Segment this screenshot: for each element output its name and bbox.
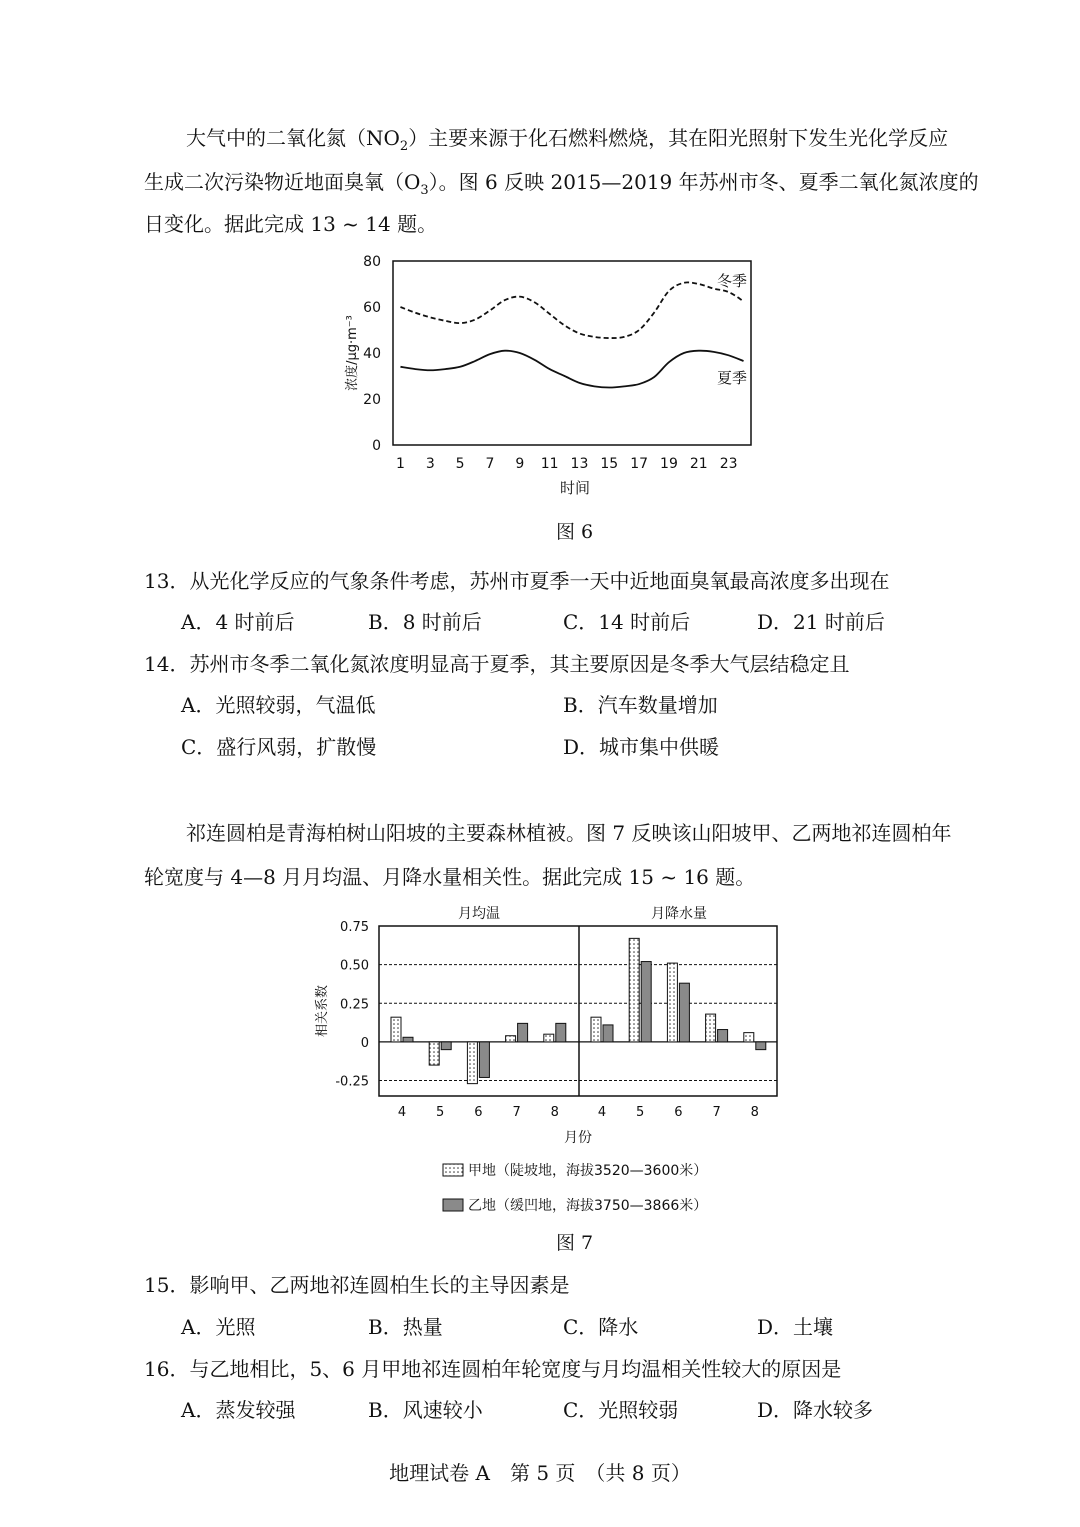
passage1-line3: 日变化。据此完成 13 ~ 14 题。 — [144, 212, 438, 236]
q15-option-b: B．热量 — [368, 1315, 443, 1339]
legend-yi-swatch — [443, 1199, 463, 1211]
page-footer: 地理试卷 A 第 5 页 （共 8 页） — [389, 1461, 691, 1485]
fig6-xtick-label: 7 — [485, 456, 495, 472]
question-15-stem: 15．影响甲、乙两地祁连圆柏生长的主导因素是 — [144, 1273, 570, 1297]
fig6-ytick-label: 40 — [363, 346, 381, 362]
q14-option-d: D．城市集中供暖 — [563, 735, 720, 759]
fig7-bar-yi — [603, 1025, 613, 1042]
passage1-line1: 大气中的二氧化氮$(NO_2)$主要来源于化石燃料燃烧，其在阳光照射下发生光化学反应 — [186, 126, 949, 154]
q14-option-a: A．光照较弱，气温低 — [181, 693, 376, 717]
q13-option-c: C．14 时前后 — [563, 610, 691, 634]
question-13-stem: 13．从光化学反应的气象条件考虑，苏州市夏季一天中近地面臭氧最高浓度多出现在 — [144, 569, 890, 593]
fig7-bar-jia — [667, 963, 677, 1042]
figure-7-caption: 图 7 — [556, 1232, 594, 1254]
q13-option-a: A．4 时前后 — [181, 610, 295, 634]
fig6-ylabel: 浓度/μg·m⁻³ — [345, 315, 360, 391]
fig7-panel-title-precipitation: 月降水量 — [651, 906, 707, 922]
fig7-xtick-label: 5 — [436, 1105, 445, 1120]
fig6-xtick-label: 9 — [515, 456, 525, 472]
question-16-stem: 16．与乙地相比，5、6 月甲地祁连圆柏年轮宽度与月均温相关性较大的原因是 — [144, 1357, 842, 1381]
passage2-line1: 祁连圆柏是青海柏树山阳坡的主要森林植被。图 7 反映该山阳坡甲、乙两地祁连圆柏年 — [186, 821, 952, 845]
fig7-bar-yi — [756, 1042, 766, 1050]
fig7-panel-title-temperature: 月均温 — [458, 906, 500, 922]
fig7-ytick-label: 0.25 — [340, 997, 369, 1013]
fig6-xtick-label: 3 — [425, 456, 435, 472]
fig7-bar-yi — [641, 962, 651, 1042]
fig6-xtick-label: 15 — [600, 456, 619, 472]
fig7-ytick-label: 0.75 — [340, 920, 369, 935]
fig6-xtick-label: 23 — [719, 456, 738, 472]
q13-option-d: D．21 时前后 — [757, 610, 885, 634]
fig7-bar-jia — [544, 1034, 554, 1042]
legend-jia-label: 甲地（陡坡地，海拔3520—3600米） — [468, 1163, 708, 1179]
q16-option-a: A．蒸发较强 — [181, 1398, 296, 1422]
fig7-xtick-label: 7 — [512, 1105, 521, 1120]
q15-option-c: C．降水 — [563, 1315, 639, 1339]
fig7-bar-yi — [679, 983, 689, 1042]
legend-jia-swatch — [443, 1164, 463, 1176]
fig7-xtick-label: 6 — [474, 1105, 483, 1120]
fig7-bar-jia — [429, 1042, 439, 1065]
q16-option-d: D．降水较多 — [757, 1398, 874, 1422]
fig7-bar-yi — [556, 1023, 566, 1042]
fig7-bar-jia — [467, 1042, 477, 1084]
fig6-xtick-label: 13 — [570, 456, 589, 472]
q13-option-b: B．8 时前后 — [368, 610, 482, 634]
fig7-bar-yi — [403, 1037, 413, 1042]
q14-option-c: C．盛行风弱，扩散慢 — [181, 735, 377, 759]
fig6-xtick-label: 5 — [455, 456, 465, 472]
fig7-bar-yi — [718, 1030, 728, 1042]
fig6-xtick-label: 17 — [630, 456, 649, 472]
fig7-ytick-label: 0 — [360, 1035, 369, 1051]
fig7-xtick-label: 8 — [750, 1105, 759, 1120]
fig6-xlabel: 时间 — [559, 479, 591, 497]
passage1-line2: 生成二次污染物近地面臭氧$(O_3)$。图 6 反映 2015—2019 年苏州市冬、夏季二氧化氮浓度的 — [144, 170, 979, 198]
q14-option-b: B．汽车数量增加 — [563, 693, 718, 717]
fig7-ylabel: 相关系数 — [315, 984, 330, 1038]
figure-6-caption: 图 6 — [556, 521, 594, 543]
fig7-plot-frame — [379, 926, 777, 1096]
fig7-bar-yi — [518, 1023, 528, 1042]
fig6-xtick-label: 1 — [395, 456, 405, 472]
fig7-xtick-label: 4 — [597, 1105, 607, 1120]
fig6-xtick-label: 21 — [689, 456, 708, 472]
q15-option-a: A．光照 — [181, 1315, 256, 1339]
fig7-bar-yi — [441, 1042, 451, 1050]
fig7-ytick-label: -0.25 — [335, 1074, 369, 1090]
fig7-ytick-label: 0.50 — [340, 958, 369, 974]
fig6-plot-frame — [393, 261, 751, 445]
fig6-series-winter-line — [400, 282, 743, 338]
fig7-xtick-label: 7 — [712, 1105, 721, 1120]
fig6-xtick-label: 19 — [660, 456, 678, 472]
legend-yi-label: 乙地（缓凹地，海拔3750—3866米） — [468, 1198, 708, 1214]
fig6-ytick-label: 20 — [363, 392, 381, 408]
q16-option-b: B．风速较小 — [368, 1398, 483, 1422]
fig7-bar-jia — [391, 1017, 401, 1042]
q16-option-c: C．光照较弱 — [563, 1398, 679, 1422]
fig7-bar-jia — [744, 1033, 754, 1042]
figure-7-bar-chart — [300, 898, 800, 1223]
fig7-xlabel: 月份 — [564, 1130, 592, 1146]
passage2-line2: 轮宽度与 4—8 月月均温、月降水量相关性。据此完成 15 ~ 16 题。 — [144, 865, 756, 889]
fig7-bar-jia — [706, 1014, 716, 1042]
question-14-stem: 14．苏州市冬季二氧化氮浓度明显高于夏季，其主要原因是冬季大气层结稳定且 — [144, 652, 850, 676]
fig7-xtick-label: 5 — [636, 1105, 645, 1120]
fig7-bar-jia — [506, 1036, 516, 1042]
fig7-xtick-label: 6 — [674, 1105, 683, 1120]
fig7-bar-jia — [629, 938, 639, 1042]
figure-6-line-chart — [320, 250, 780, 505]
fig7-xtick-label: 8 — [550, 1105, 559, 1120]
fig7-xtick-label: 4 — [397, 1105, 407, 1120]
fig6-series-label-winter: 冬季 — [717, 272, 748, 290]
fig7-bar-jia — [591, 1017, 601, 1042]
fig6-ytick-label: 60 — [363, 300, 381, 316]
fig7-bar-yi — [479, 1042, 489, 1078]
fig6-series-summer-line — [400, 351, 743, 388]
fig6-ytick-label: 0 — [372, 438, 381, 454]
fig6-xtick-label: 11 — [540, 456, 559, 472]
q15-option-d: D．土壤 — [757, 1315, 834, 1339]
fig6-ytick-label: 80 — [363, 254, 381, 270]
fig6-series-label-summer: 夏季 — [717, 369, 748, 387]
